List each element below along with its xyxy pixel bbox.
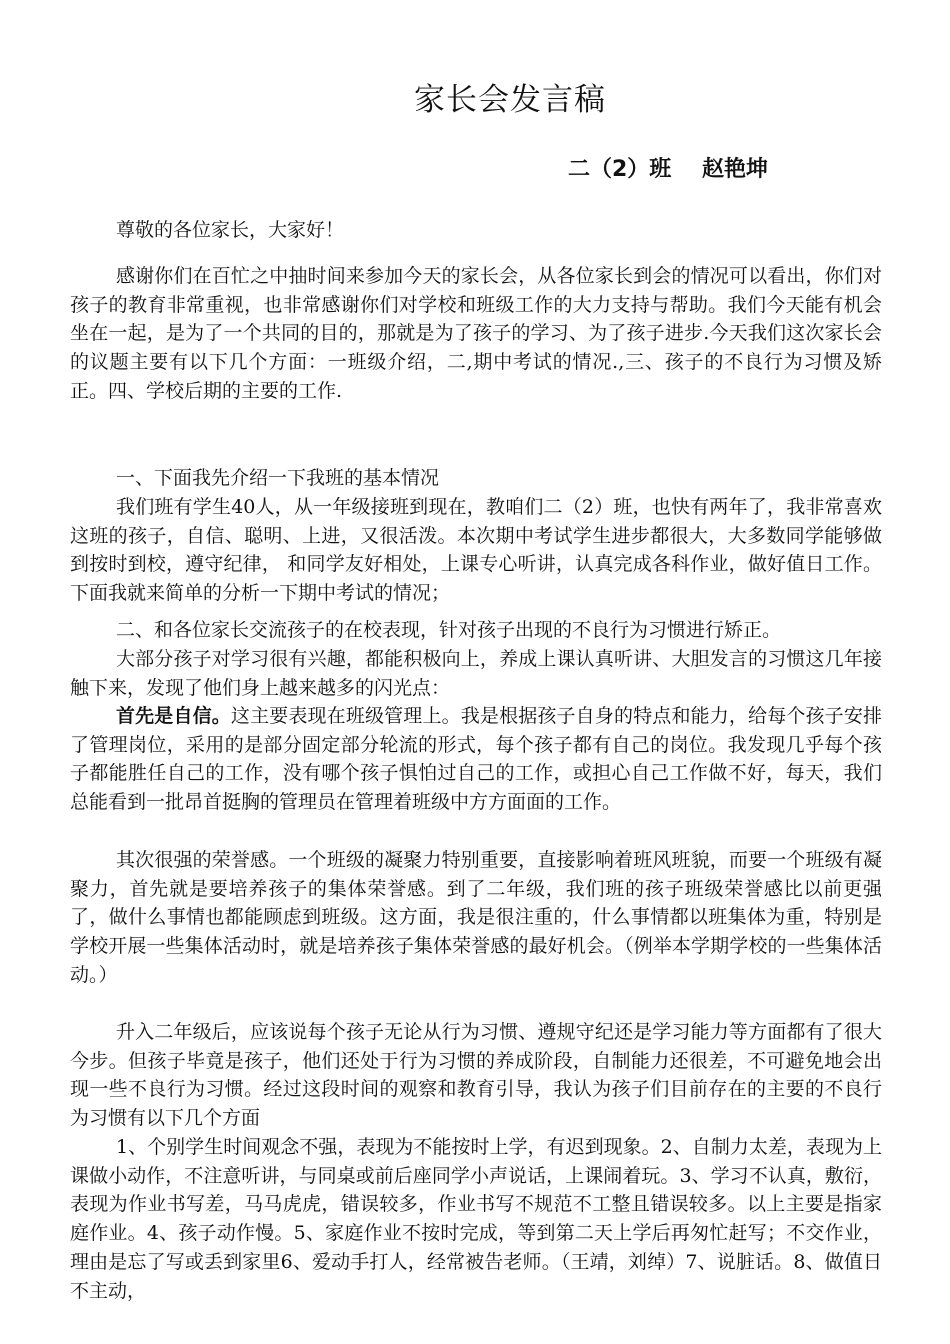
section1-body: 我们班有学生40人，从一年级接班到现在，教咱们二（2）班，也快有两年了，我非常喜欢这班的孩子，自信、聪明、上进，又很活泼。本次期中考试学生进步都很大，大多数同学能够做到按时到校，遵守纪律， 和同学友好相处，上课专心听讲，认真完成各科作业，做好值日工作。下面我就来简单的分析一下期中考试的情况； <box>70 496 882 605</box>
intro-paragraph: 感谢你们在百忙之中抽时间来参加今天的家长会，从各位家长到会的情况可以看出，你们对孩子的教育非常重视，也非常感谢你们对学校和班级工作的大力支持与帮助。我们今天能有机会坐在一起，是为了一个共同的目的，那就是为了孩子的学习、为了孩子进步.今天我们这次家长会的议题主要有以下几个方面：一班级介绍，二,期中考试的情况.,三、孩子的不良行为习惯及矫正。四、学校后期的主要的工作. <box>70 265 882 402</box>
greeting-paragraph: 尊敬的各位家长，大家好！ <box>116 219 345 241</box>
habits-intro-paragraph: 升入二年级后，应该说每个孩子无论从行为习惯、遵规守纪还是学习能力等方面都有了很大今步。但孩子毕竟是孩子，他们还处于行为习惯的养成阶段，自制能力还很差，不可避免地会出现一些不良行为习惯。经过这段时间的观察和教育引导，我认为孩子们目前存在的主要的不良行为习惯有以下几个方面 <box>70 1021 882 1130</box>
document-title: 家长会发言稿 <box>414 82 606 118</box>
section1-heading: 一、下面我先介绍一下我班的基本情况 <box>116 467 440 489</box>
habits-list-paragraph: 1、个别学生时间观念不强，表现为不能按时上学，有迟到现象。2、自制力太差，表现为上课做小动作，不注意听讲，与同桌或前后座同学小声说话，上课闹着玩。3、学习不认真，敷衍，表现为作业书写差，马马虎虎，错误较多，作业书写不规范不工整且错误较多。以上主要是指家庭作业。4、孩子动作慢。5、家庭作业不按时完成，等到第二天上学后再匆忙赶写；不交作业，理由是忘了写或丢到家里6、爱动手打人，经常被告老师。（王靖，刘绰）7、说脏话。8、做值日不主动， <box>70 1136 882 1302</box>
author-byline: 二（2）班 赵艳坤 <box>568 157 768 182</box>
section2-heading: 二、和各位家长交流孩子的在校表现，针对孩子出现的不良行为习惯进行矫正。 <box>116 619 782 641</box>
point2-paragraph: 其次很强的荣誉感。一个班级的凝聚力特别重要，直接影响着班风班貌，而要一个班级有凝聚力，首先就是要培养孩子的集体荣誉感。到了二年级，我们班的孩子班级荣誉感比以前更强了，做什么事情也都能顾虑到班级。这方面，我是很注重的，什么事情都以班集体为重，特别是学校开展一些集体活动时，就是培养孩子集体荣誉感的最好机会。（例举本学期学校的一些集体活动。） <box>70 849 882 986</box>
point1-lead: 首先是自信。 <box>116 705 231 727</box>
point1-body: 这主要表现在班级管理上。我是根据孩子自身的特点和能力，给每个孩子安排了管理岗位，采用的是部分固定部分轮流的形式，每个孩子都有自己的岗位。我发现几乎每个孩子都能胜任自己的工作，没有哪个孩子惧怕过自己的工作，或担心自己工作做不好，每天，我们总能看到一批昂首挺胸的管理员在管理着班级中方方面面的工作。 <box>70 705 882 814</box>
section2-body: 大部分孩子对学习很有兴趣，都能积极向上，养成上课认真听讲、大胆发言的习惯这几年接触下来，发现了他们身上越来越多的闪光点： <box>70 648 882 699</box>
point1-paragraph <box>70 702 882 817</box>
